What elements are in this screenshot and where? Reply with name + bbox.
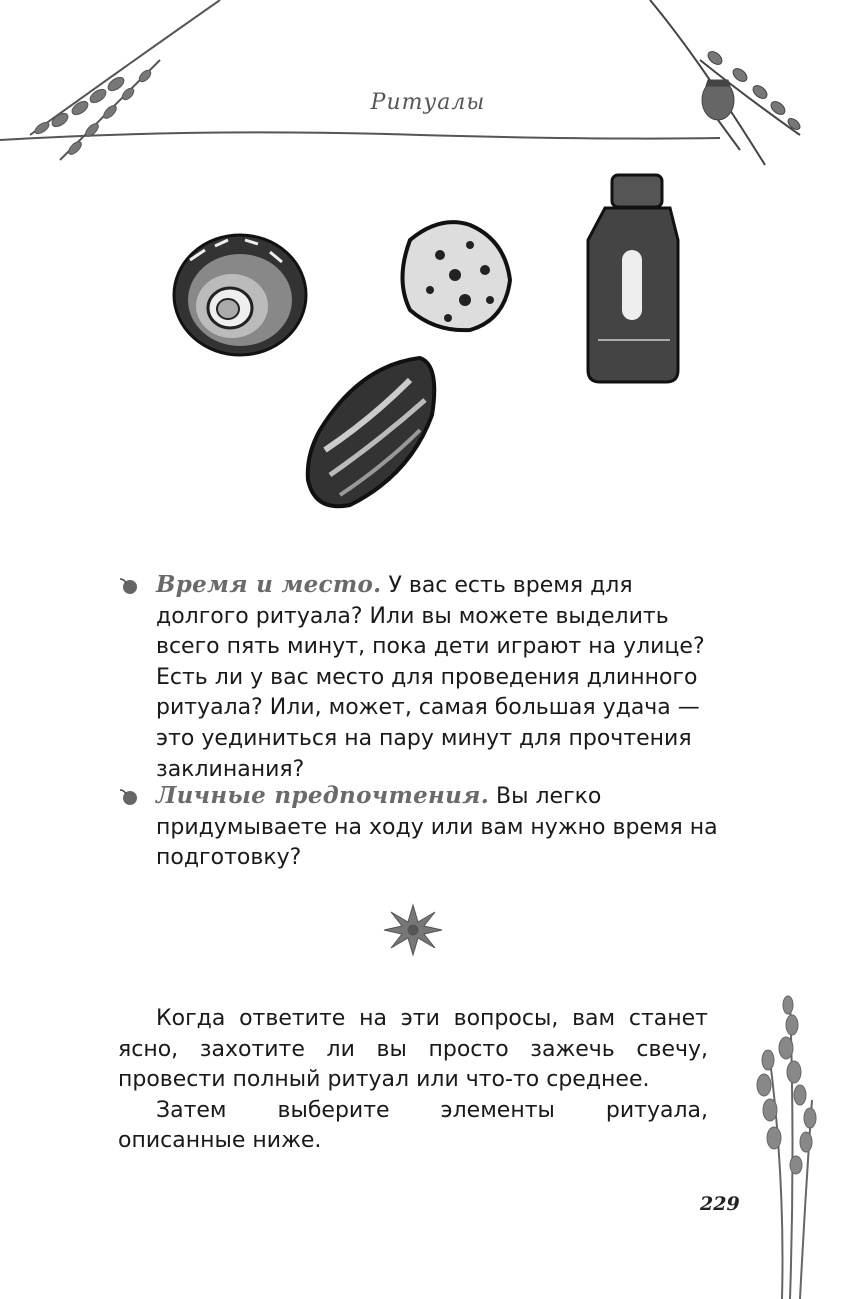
page-number: 229 bbox=[700, 1193, 740, 1215]
bullet-text: Вы легко придумываете на ходу или вам нужно время на подготовку? bbox=[156, 784, 718, 871]
running-title: Ритуалы bbox=[370, 90, 486, 115]
star-ornament-icon bbox=[384, 905, 442, 955]
list-item bbox=[118, 781, 718, 874]
bullet-lead: Время и место. bbox=[156, 571, 382, 598]
paragraph: Затем выберите элементы ритуала, описанные ниже. bbox=[118, 1097, 708, 1153]
header-rule bbox=[0, 132, 720, 140]
bullet-lead: Личные предпочтения. bbox=[156, 782, 490, 809]
body-text bbox=[118, 1004, 708, 1157]
poppy-sprig-top-right-icon bbox=[650, 0, 802, 165]
striped-pebble-icon bbox=[308, 358, 435, 506]
spiral-shell-icon bbox=[174, 235, 306, 355]
leaf-bullet-icon bbox=[118, 577, 140, 595]
leaf-bullet-icon bbox=[118, 788, 140, 806]
paragraph: Когда ответите на эти вопросы, вам станет ясно, захотите ли вы просто зажечь свечу, провести полный ритуал или что-то среднее. bbox=[118, 1006, 708, 1092]
oil-bottle-icon bbox=[588, 175, 678, 382]
bullet-text: У вас есть время для долгого ритуала? Или вы можете выделить всего пять минут, пока дети играют на улице? Есть ли у вас место для проведения длинного ритуала? Или, может, самая большая удача — это уединиться на пару минут для прочтения заклинания? bbox=[156, 573, 705, 782]
speckled-stone-icon bbox=[403, 222, 511, 330]
list-item bbox=[118, 570, 718, 785]
lavender-sprig-bottom-right-icon bbox=[757, 996, 816, 1299]
